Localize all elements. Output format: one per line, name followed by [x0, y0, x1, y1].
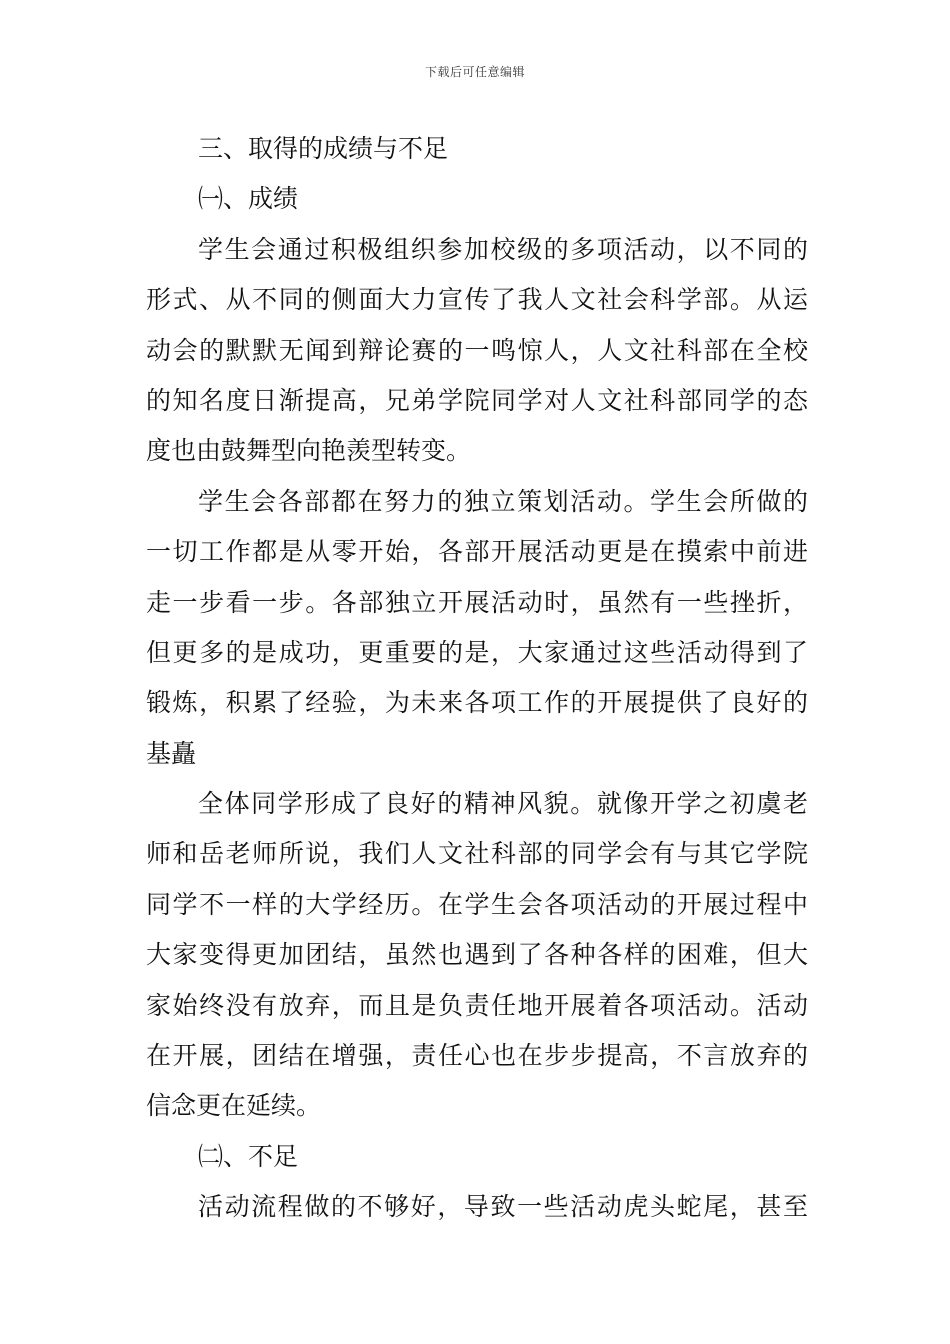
paragraph-line: 师和岳老师所说，我们人文社科部的同学会有与其它学院 [146, 839, 808, 869]
paragraph-line: 度也由鼓舞型向艳羡型转变。 [146, 436, 472, 466]
paragraph-line: 学生会各部都在努力的独立策划活动。学生会所做的 [198, 486, 808, 516]
paragraph-line: 活动流程做的不够好，导致一些活动虎头蛇尾，甚至 [198, 1192, 808, 1222]
paragraph-line: 学生会通过积极组织参加校级的多项活动，以不同的 [198, 234, 808, 264]
paragraph-line: 一切工作都是从零开始，各部开展活动更是在摸索中前进 [146, 537, 808, 567]
subsection-heading-achievements: ㈠、成绩 [198, 184, 299, 214]
document-body [146, 124, 808, 1233]
paragraph-line: 全体同学形成了良好的精神风貌。就像开学之初虞老 [198, 789, 808, 819]
page-header: 下载后可任意编辑 [424, 65, 525, 79]
subsection-heading-shortcomings: ㈡、不足 [198, 1141, 299, 1171]
paragraph-line: 的知名度日渐提高，兄弟学院同学对人文社科部同学的态 [146, 385, 808, 415]
paragraph-line: 走一步看一步。各部独立开展活动时，虽然有一些挫折， [146, 587, 808, 617]
paragraph-line: 锻炼，积累了经验，为未来各项工作的开展提供了良好的 [146, 688, 808, 718]
paragraph-line: 但更多的是成功，更重要的是，大家通过这些活动得到了 [146, 637, 808, 667]
section-heading: 三、取得的成绩与不足 [198, 134, 449, 163]
paragraph-line: 家始终没有放弃，而且是负责任地开展着各项活动。活动 [146, 990, 808, 1020]
paragraph-line: 同学不一样的大学经历。在学生会各项活动的开展过程中 [146, 889, 808, 919]
paragraph-line: 信念更在延续。 [146, 1091, 322, 1121]
paragraph-line: 形式、从不同的侧面大力宣传了我人文社会科学部。从运 [146, 285, 808, 315]
paragraph-line: 基矗 [146, 738, 197, 768]
paragraph-line: 动会的默默无闻到辩论赛的一鸣惊人，人文社科部在全校 [146, 335, 808, 365]
paragraph-line: 在开展，团结在增强，责任心也在步步提高，不言放弃的 [146, 1041, 808, 1071]
paragraph-line: 大家变得更加团结，虽然也遇到了各种各样的困难，但大 [146, 940, 808, 970]
